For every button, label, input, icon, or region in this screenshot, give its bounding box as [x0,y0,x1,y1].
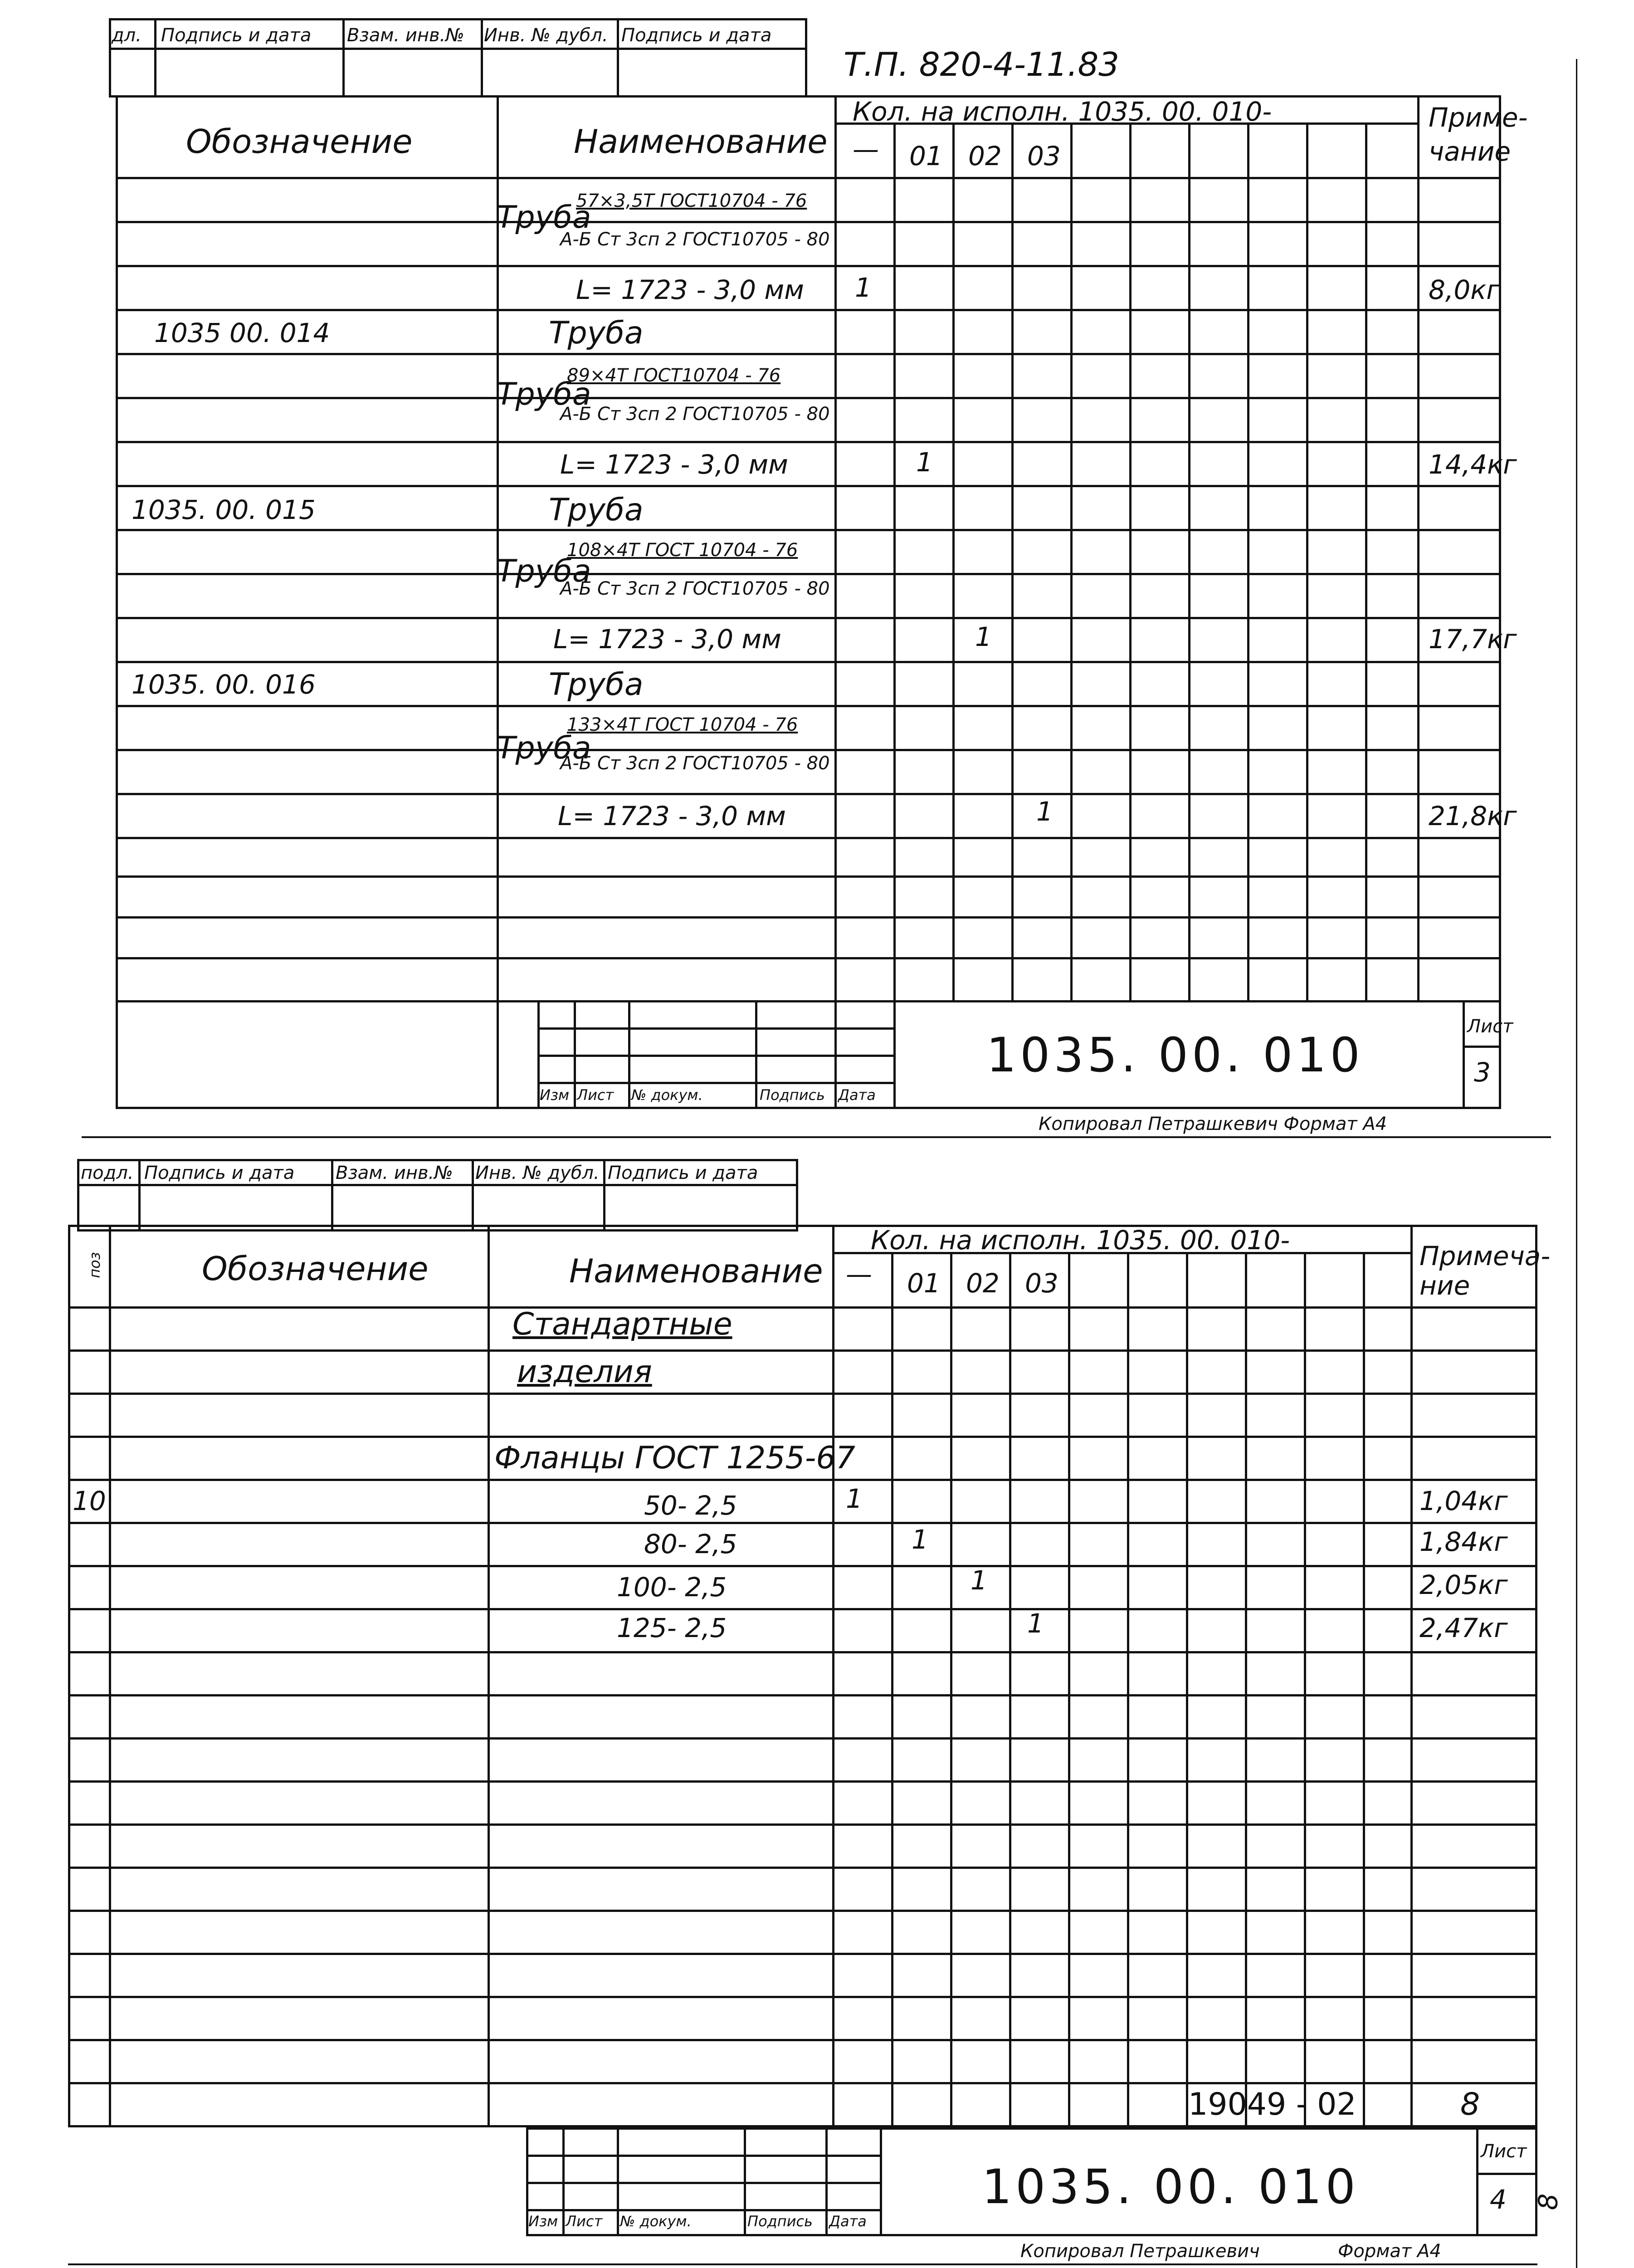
footer: Копировал Петрашкевич Формат А4 [1039,1114,1387,1134]
qty-value: 1 [971,1565,987,1596]
variant-header: 03 [1027,141,1061,171]
flange-size: 80- 2,5 [644,1529,737,1559]
project-code: Т.П. 820-4-11.83 [844,45,1120,83]
stamp-label: дл. [112,25,141,46]
item-title: Труба [549,667,644,703]
edge-line [1576,59,1577,2268]
tb-label: Дата [838,1086,876,1104]
variant-header: 02 [966,1268,1000,1299]
variant-header: 03 [1025,1268,1058,1299]
col-header-note: Примеча- [1419,1241,1551,1271]
tb-label: Изм [528,2213,558,2230]
pipe-length: L= 1723 - 3,0 мм [558,801,786,831]
stamp-label: Подпись и дата [608,1163,758,1183]
flange-size: 50- 2,5 [644,1490,737,1521]
pipe-material: А-Б Ст 3сп 2 ГОСТ10705 - 80 [560,753,830,774]
mass-note: 8,0кг [1429,274,1500,305]
sheet-label: Лист [1467,1016,1513,1037]
col-header-designation: Обозначение [186,122,413,161]
stamp-label: Подпись и дата [621,25,772,46]
mass-note: 1,04кг [1419,1486,1508,1516]
archive-sheet: 8 [1460,2087,1480,2122]
doc-number: 1035. 00. 010 [982,2159,1359,2214]
col-header-note: ние [1419,1270,1470,1301]
archive-number: 19049 - 02 [1188,2087,1356,2122]
pipe-length: L= 1723 - 3,0 мм [576,274,804,305]
stamp-label: подл. [81,1163,134,1183]
qty-value: 1 [846,1483,863,1514]
stamp-label: Инв. № дубл. [484,25,608,46]
stamp-label: Взам. инв.№ [336,1163,453,1183]
sheet-label: Лист [1481,2141,1527,2162]
col-header-note: Приме- [1429,102,1528,133]
mass-note: 2,05кг [1419,1569,1508,1600]
section-title: Стандартные [512,1306,732,1342]
flange-size: 125- 2,5 [617,1613,727,1643]
section-title: изделия [517,1354,652,1390]
item-title: Труба [549,315,644,351]
mass-note: 14,4кг [1429,449,1517,480]
flange-size: 100- 2,5 [617,1572,727,1603]
variant-header: — [846,1259,872,1290]
doc-number: 1035. 00. 010 [986,1027,1364,1083]
col-header-qty: Кол. на исполн. 1035. 00. 010- [853,96,1272,127]
sheet-number: 4 [1490,2184,1507,2215]
qty-value: 1 [912,1524,928,1555]
side-label: поз [86,1252,103,1278]
flange-title: Фланцы ГОСТ 1255-67 [494,1440,855,1476]
pipe-prefix: Труба [497,376,591,412]
qty-value: 1 [1027,1608,1044,1639]
pos-number: 10 [73,1486,106,1516]
pipe-size: 108×4Т ГОСТ 10704 - 76 [567,540,798,561]
variant-header: — [853,134,879,165]
sheet2-table [68,1225,1537,2127]
tb-label: № докум. [631,1086,703,1104]
stamp-label: Взам. инв.№ [347,25,464,46]
variant-header: 01 [907,1268,941,1299]
qty-value: 1 [975,621,992,652]
mass-note: 1,84кг [1419,1526,1508,1557]
pipe-size: 57×3,5Т ГОСТ10704 - 76 [576,191,807,211]
tb-label: Изм [540,1086,570,1104]
designation: 1035. 00. 015 [132,494,316,525]
mass-note: 21,8кг [1429,801,1517,831]
variant-header: 01 [909,141,943,171]
qty-value: 1 [1036,796,1053,827]
col-header-qty: Кол. на исполн. 1035. 00. 010- [871,1225,1290,1256]
pipe-material: А-Б Ст 3сп 2 ГОСТ10705 - 80 [560,404,830,425]
tb-label: № докум. [620,2213,692,2230]
footer-right: Формат А4 [1338,2241,1441,2262]
stamp-label: Подпись и дата [161,25,312,46]
pipe-material: А-Б Ст 3сп 2 ГОСТ10705 - 80 [560,578,830,599]
qty-value: 1 [855,272,872,303]
designation: 1035. 00. 016 [132,669,316,700]
qty-value: 1 [916,447,933,478]
stamp-label: Подпись и дата [144,1163,295,1183]
pipe-size: 133×4Т ГОСТ 10704 - 76 [567,714,798,735]
edge-number: 8 [1532,2193,1564,2210]
col-header-name: Наименование [574,122,828,161]
mass-note: 17,7кг [1429,624,1517,655]
pipe-length: L= 1723 - 3,0 мм [553,624,781,655]
tb-label: Подпись [760,1086,825,1104]
variant-header: 02 [968,141,1002,171]
mass-note: 2,47кг [1419,1613,1508,1643]
tb-label: Подпись [747,2213,813,2230]
pipe-prefix: Труба [497,200,591,235]
pipe-prefix: Труба [497,553,591,589]
sheet-separator [82,1136,1551,1138]
tb-label: Дата [829,2213,867,2230]
footer-left: Копировал Петрашкевич [1020,2241,1260,2262]
tb-label: Лист [566,2213,603,2230]
col-header-designation: Обозначение [202,1250,429,1288]
tb-label: Лист [577,1086,614,1104]
stamp-label: Инв. № дубл. [475,1163,600,1183]
sheet-number: 3 [1474,1057,1491,1088]
pipe-material: А-Б Ст 3сп 2 ГОСТ10705 - 80 [560,229,830,250]
pipe-prefix: Труба [497,730,591,766]
col-header-note: чание [1429,136,1511,167]
pipe-size: 89×4Т ГОСТ10704 - 76 [567,365,781,386]
designation: 1035 00. 014 [154,318,330,348]
item-title: Труба [549,492,644,528]
pipe-length: L= 1723 - 3,0 мм [560,449,788,480]
col-header-name: Наименование [569,1252,823,1290]
